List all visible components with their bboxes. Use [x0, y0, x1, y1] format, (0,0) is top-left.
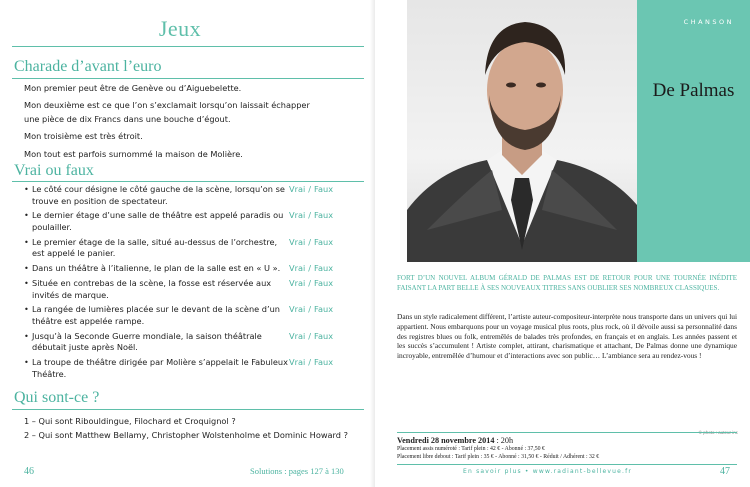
qui-sont-ce-list: [24, 414, 354, 442]
question-text: Le dernier étage d’une salle de théâtre est appelé paradis ou poulailler.: [32, 210, 284, 232]
photo-credit: © photo : auteur inc: [698, 430, 738, 435]
question-text: La troupe de théâtre dirigée par Molière s’appelait le Fabuleux Théâtre.: [32, 357, 288, 379]
vrai-faux-answer: [289, 278, 359, 290]
bullet-icon: •: [24, 304, 29, 315]
info-divider: [397, 464, 737, 465]
bullet-icon: •: [24, 330, 29, 341]
vrai-faux-answer: [289, 184, 359, 196]
answer-separator: /: [308, 357, 312, 368]
faux-label: Faux: [314, 184, 334, 194]
question-text: Dans un théâtre à l’italienne, le plan de la salle est en « U ».: [32, 263, 281, 274]
bullet-icon: •: [24, 210, 29, 221]
list-item: [24, 304, 359, 327]
qui-sont-ce-divider: [12, 409, 364, 410]
page-title: Jeux: [158, 16, 202, 41]
body-text: Dans un style radicalement différent, l’artiste auteur-compositeur-interprète nous transporte dans un univers qui lui appartient. Nous embarquons pour un voyage musical plus roots, plus rock, où il dévoile aussi sa personnalité dans des registres blues ou folk, entremêlés de balades très profondes, en français et en anglais. Les années passent et les succès s’accumulent ! Artiste complet, attirant, charismatique et attachant, De Palmas donne une dynamique incroyable, entremêlée d’humour et d’interactions avec son public… L’ambiance sera au rendez-vous !: [397, 312, 737, 361]
list-item: [24, 210, 359, 233]
question-text: Le côté cour désigne le côté gauche de la scène, lorsqu’on se trouve en position de spectateur.: [32, 184, 285, 206]
bullet-icon: •: [24, 263, 29, 274]
charade-text: [24, 82, 354, 161]
vrai-faux-title: Vrai ou faux: [14, 162, 94, 179]
vrai-faux-answer: [289, 304, 359, 316]
artist-name: De Palmas: [652, 80, 735, 101]
bullet-icon: •: [24, 277, 29, 288]
event-info: [397, 432, 737, 465]
vrai-label: Vrai: [289, 357, 306, 368]
vrai-faux-answer: [289, 210, 359, 222]
qui-sont-ce-title: Qui sont-ce ?: [14, 389, 100, 406]
vrai-faux-answer: [289, 237, 359, 249]
vrai-label: Vrai: [289, 277, 306, 288]
vrai-faux-divider: [12, 181, 364, 182]
charade-line: Mon premier peut être de Genève ou d’Aiguebelette.: [24, 83, 242, 93]
list-item: 1 – Qui sont Ribouldingue, Filochard et Croquignol ?: [24, 416, 236, 426]
vrai-label: Vrai: [289, 210, 306, 221]
faux-label: Faux: [314, 277, 334, 288]
answer-separator: /: [308, 184, 312, 194]
charade-line: Mon troisième est très étroit.: [24, 131, 143, 142]
vrai-faux-answer: [289, 263, 359, 275]
list-item: 2 – Qui sont Matthew Bellamy, Christopher Wolstenholme et Dominic Howard ?: [24, 430, 348, 440]
faux-label: Faux: [314, 210, 334, 221]
bullet-icon: •: [24, 236, 29, 247]
faux-label: Faux: [314, 263, 334, 274]
pricing-standing: Placement libre debout : Tarif plein : 35 € - Abonné : 31,50 € - Réduit / Adhérent : 32 €: [397, 454, 600, 460]
vrai-label: Vrai: [289, 304, 306, 315]
solutions-note: Solutions : pages 127 à 130: [250, 466, 344, 476]
answer-separator: /: [308, 304, 312, 315]
category-label: CHANSON: [683, 18, 734, 26]
faux-label: Faux: [314, 304, 334, 315]
page-number: 47: [720, 466, 730, 477]
website-footer: En savoir plus • www.radiant-bellevue.fr: [463, 468, 633, 475]
vrai-label: Vrai: [289, 263, 306, 274]
event-date: [397, 436, 737, 445]
page-number: 46: [24, 466, 34, 477]
question-text: Jusqu’à la Seconde Guerre mondiale, la saison théâtrale débutait juste après Noël.: [32, 330, 262, 353]
answer-separator: /: [308, 330, 312, 341]
right-page: [375, 0, 750, 487]
question-text: Le premier étage de la salle, situé au-dessus de l’orchestre, est appelé le panier.: [32, 236, 278, 259]
charade-title: Charade d’avant l’euro: [14, 58, 162, 75]
list-item: [24, 237, 359, 260]
answer-separator: /: [308, 210, 312, 221]
vrai-faux-answer: [289, 357, 359, 369]
bullet-icon: •: [24, 184, 29, 194]
list-item: [24, 263, 359, 275]
bullet-icon: •: [24, 357, 29, 368]
title-divider: [12, 46, 364, 47]
list-item: [24, 278, 359, 301]
hero-banner: [407, 0, 750, 262]
question-text: Située en contrebas de la scène, la fosse est réservée aux invités de marque.: [32, 277, 272, 300]
vrai-label: Vrai: [289, 236, 306, 247]
faux-label: Faux: [314, 236, 334, 247]
intro-text: FORT D’UN NOUVEL ALBUM GÉRALD DE PALMAS EST DE RETOUR POUR UNE TOURNÉE INÉDITE FAISANT LA PART BELLE À SES NOUVEAUX TITRES SANS OUBLIER SES NOMBREUX CLASSIQUES.: [397, 274, 737, 292]
charade-line: une pièce de dix Francs dans une bouche d’égout.: [24, 113, 231, 124]
charade-line: Mon deuxième est ce que l’on s’exclamait lorsqu’on laissait échapper: [24, 100, 310, 111]
question-text: La rangée de lumières placée sur le devant de la scène d’un théâtre est appelée rampe.: [32, 304, 280, 326]
list-item: [24, 357, 359, 380]
event-date-time: : 20h: [494, 436, 514, 445]
pricing-seated: Placement assis numéroté : Tarif plein : 42 € - Abonné : 37,50 €: [397, 446, 545, 452]
answer-separator: /: [308, 236, 312, 247]
artist-photo: [407, 0, 637, 262]
faux-label: Faux: [314, 330, 334, 341]
list-item: [24, 331, 359, 354]
charade-line: Mon tout est parfois surnommé la maison de Molière.: [24, 148, 243, 159]
vrai-faux-answer: [289, 331, 359, 343]
answer-separator: /: [308, 263, 312, 274]
vrai-faux-list: [24, 184, 359, 383]
charade-divider: [12, 78, 364, 79]
answer-separator: /: [308, 277, 312, 288]
vrai-label: Vrai: [289, 184, 306, 194]
artist-portrait-illustration: [407, 0, 637, 262]
event-date-day: Vendredi 28 novembre 2014: [397, 436, 495, 445]
faux-label: Faux: [314, 357, 334, 368]
list-item: [24, 184, 359, 207]
vrai-label: Vrai: [289, 330, 306, 341]
